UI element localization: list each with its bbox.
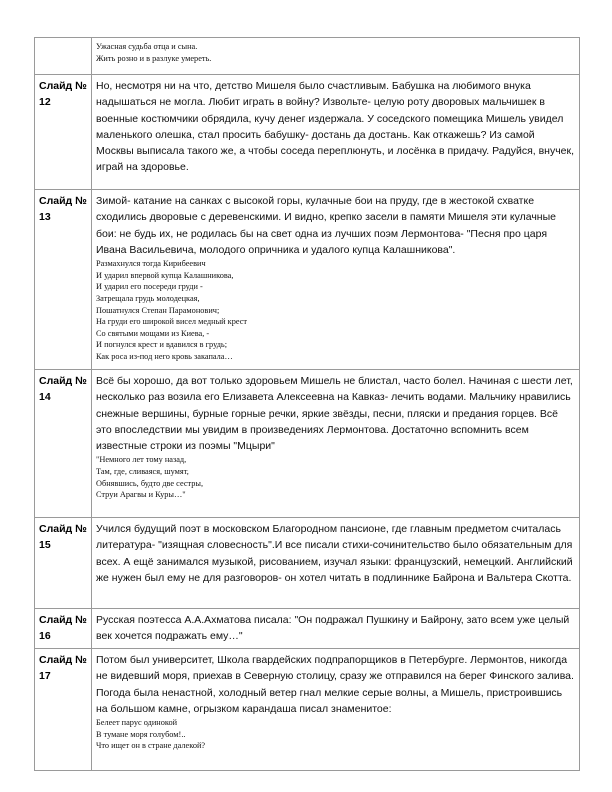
verse-line: Как роса из-под него кровь закапала… [96,351,233,361]
verse-line: Струи Арагвы и Куры…" [96,490,186,500]
slide-content [92,190,580,370]
slide-row [35,75,580,190]
verse-line: На груди его широкой висел медный крест [96,317,248,327]
paragraph: Но, несмотря ни на что, детство Мишеля было счастливым. Бабушка на любимого внука надышаться не могла. Любит играть в войну? Извольте- целую роту дворовых мальчишек в военные костюмчики обрядила, кучу денег издержала. У соседского помещика Мишель увидел маленького олешка, стал просить бабушку- достань да достань. Как откажешь? Из самой Москвы выписала такого же, а чтобы соседа переплюнуть, и лосёнка в придачу. Радуйся, внучек, играй на здоровье. [96,80,575,174]
verse-line: И погнулся крест и вдавился в грудь; [96,340,228,350]
verse-line: Пошатнулся Степан Парамонович; [96,305,220,315]
verse-line: И ударил его посереди груди - [96,282,203,292]
paragraph: Русская поэтесса А.А.Ахматова писала: "Он подражал Пушкину и Байрону, зато всем уже целый век хочется подражать ему…" [96,614,570,643]
slide-row [35,38,580,75]
slide-label: Слайд № 13 [35,190,92,370]
slide-label: Слайд № 16 [35,609,92,649]
verse-line: Белеет парус одинокой [96,718,178,728]
verse-line: Обнявшись, будто две сестры, [96,478,204,488]
paragraph: Потом был университет, Школа гвардейских подпрапорщиков в Петербурге. Лермонтов, никогда не видевший моря, приехав в Северную столицу, сразу же отправился на берег Финского залива. Погода была ненастной, холодный ветер гнал мелкие серые волны, а Мишель, пристроившись на большом камне, огрызком карандаша писал знаменитое: [96,654,574,715]
verse-block [96,717,575,752]
paragraph: Учился будущий поэт в московском Благородном пансионе, где главным предметом считалась литература- "изящная словесность".И все писали стихи-сочинительство было обязательным для всех. А ещё занимался музыкой, рисованием, изучал языки: французский, немецкий. Английский же нужен был ему не для разговоров- он хотел читать в подлиннике Байрона и Вальтера Скотта. [96,523,573,584]
slide-row [35,609,580,649]
slide-row [35,649,580,771]
verse-line: Затрещала грудь молодецкая, [96,293,200,303]
verse-line: Там, где, сливаяся, шумят, [96,467,189,477]
slide-label: Слайд № 15 [35,518,92,609]
verse-line: "Немного лет тому назад, [96,455,187,465]
verse-block [96,258,575,362]
slide-label: Слайд № 17 [35,649,92,771]
slide-content [92,38,580,75]
slide-content [92,370,580,518]
paragraph: Всё бы хорошо, да вот только здоровьем Мишель не блистал, часто болел. Начиная с шести лет, несколько раз возила его Елизавета Алексеевна на Кавказ- лечить водами. Мальчику нравились снежные вершины, бурные горные речки, яркие звёзды, песни, пляски и предания горцев. Всё это впоследствии мы увидим в произведениях Лермонтова. Достаточно вспомнить всем известные строки из поэмы "Мцыри" [96,375,573,453]
slides-table [34,37,580,771]
verse-line: В тумане моря голубом!.. [96,729,186,739]
slide-content [92,609,580,649]
verse-line: Со святыми мощами из Киева, - [96,328,210,338]
verse-block [96,41,575,64]
slide-content [92,518,580,609]
slide-content [92,75,580,190]
verse-line: Что ищет он в стране далекой? [96,741,206,751]
verse-line: Размахнулся тогда Кирибеевич [96,259,206,269]
slide-label [35,38,92,75]
verse-line: Жить розно и в разлуке умереть. [96,53,212,63]
slide-content [92,649,580,771]
slide-row [35,190,580,370]
slide-label: Слайд № 12 [35,75,92,190]
slide-row [35,518,580,609]
slide-label: Слайд № 14 [35,370,92,518]
slide-row [35,370,580,518]
paragraph: Зимой- катание на санках с высокой горы, кулачные бои на пруду, где в жестокой схватке сходились дворовые с деревенскими. И видно, крепко засели в памяти Мишеля эти кулачные бои: не будь их, не родилась бы на свет одна из лучших поэм Лермонтова- "Песня про царя Ивана Васильевича, молодого опричника и удалого купца Калашникова". [96,195,556,256]
verse-block [96,454,575,500]
verse-line: И ударил впервой купца Калашникова, [96,270,234,280]
verse-line: Ужасная судьба отца и сына. [96,42,198,51]
